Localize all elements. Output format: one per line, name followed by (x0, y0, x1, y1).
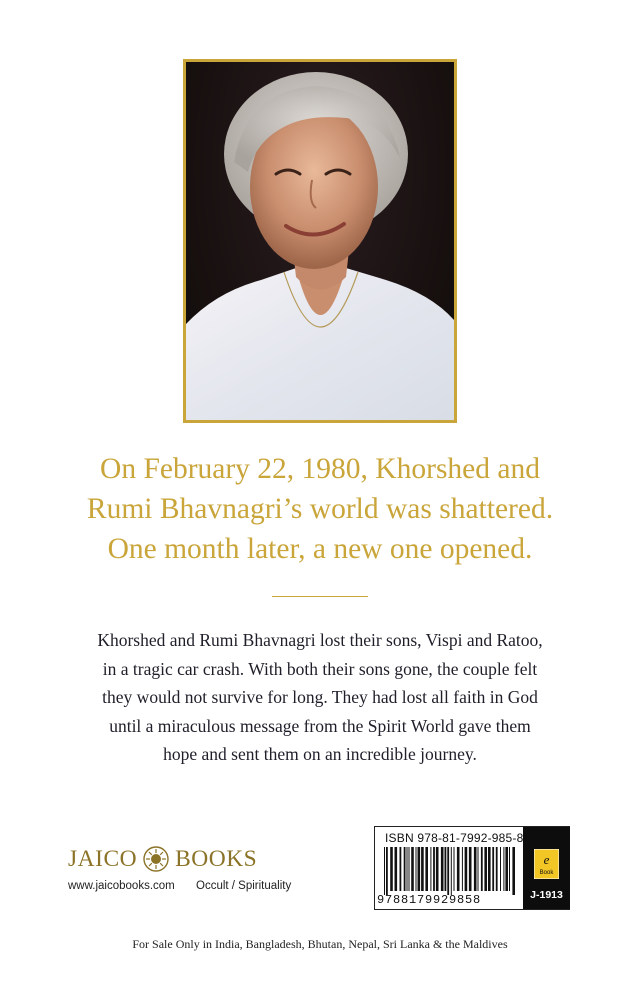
barcode-bar (505, 847, 508, 891)
barcode-bars (383, 847, 518, 895)
book-category: Occult / Spirituality (196, 880, 292, 892)
barcode-bar (421, 847, 424, 891)
barcode-bar (512, 847, 515, 895)
job-code: J-1913 (530, 889, 563, 901)
barcode-bar (430, 847, 431, 891)
barcode-bar (416, 847, 417, 891)
barcode-bar (481, 847, 483, 891)
barcode-bar (469, 847, 472, 891)
barcode-bar (411, 847, 414, 891)
barcode-bar (488, 847, 491, 891)
sun-icon (143, 846, 169, 872)
headline-line: On February 22, 1980, Khorshed and (100, 453, 540, 485)
barcode-bar (384, 847, 385, 895)
barcode-bar (451, 847, 452, 895)
blurb-line: in a tragic car crash. With both their sons gone, the couple felt (102, 658, 538, 679)
isbn-text: ISBN 978-81-7992-985-8 (385, 831, 524, 845)
blurb-line: until a miraculous message from the Spirit World gave them (109, 715, 531, 736)
headline-line: Rumi Bhavnagri’s world was shattered. (86, 493, 554, 525)
barcode-bar (474, 847, 477, 891)
blurb-line: hope and sent them on an incredible journey. (163, 744, 477, 765)
barcode-bar (445, 847, 447, 891)
barcode-bar (484, 847, 487, 891)
barcode-bar (503, 847, 504, 891)
svg-text:e: e (543, 852, 550, 867)
barcode-bar (492, 847, 494, 891)
barcode-bar (465, 847, 468, 891)
barcode-bar (447, 847, 449, 895)
barcode-bar (407, 847, 408, 891)
headline (40, 449, 600, 569)
publisher-name-left: JAICO (68, 845, 138, 872)
barcode-bar (404, 847, 406, 891)
headline-line: One month later, a new one opened. (107, 533, 533, 565)
barcode-bar (509, 847, 510, 891)
barcode-bar (462, 847, 463, 891)
blurb (40, 626, 600, 769)
svg-text:Book: Book (539, 870, 554, 876)
barcode-bar (436, 847, 439, 891)
portrait-illustration (186, 62, 454, 420)
divider-rule (272, 596, 368, 597)
author-portrait (183, 59, 457, 423)
barcode-bar (386, 847, 388, 895)
barcode-bar (454, 847, 455, 891)
barcode-bar (400, 847, 402, 891)
barcode-bar (409, 847, 410, 891)
job-code-panel (523, 827, 570, 909)
barcode-box (374, 826, 570, 910)
barcode-bar (425, 847, 428, 891)
sale-territory-note: For Sale Only in India, Bangladesh, Bhutan, Nepal, Sri Lanka & the Maldives (132, 937, 508, 951)
barcode-bar (395, 847, 398, 891)
barcode-bar (433, 847, 435, 891)
publisher-name-right: BOOKS (175, 845, 258, 872)
blurb-line: Khorshed and Rumi Bhavnagri lost their sons, Vispi and Ratoo, (97, 630, 543, 650)
barcode-bar (418, 847, 421, 891)
ebook-badge-icon (534, 849, 559, 879)
barcode-bar (478, 847, 479, 891)
blurb-line: they would not survive for long. They had lost all faith in God (102, 687, 538, 708)
barcode-bar (441, 847, 444, 891)
publisher-logo (68, 845, 298, 873)
publisher-website: www.jaicobooks.com (68, 880, 175, 892)
barcode-bar (390, 847, 393, 891)
barcode-bar (500, 847, 501, 891)
barcode-bar (457, 847, 460, 891)
barcode-number: 9788179929858 (377, 893, 482, 907)
barcode-bar (496, 847, 498, 891)
